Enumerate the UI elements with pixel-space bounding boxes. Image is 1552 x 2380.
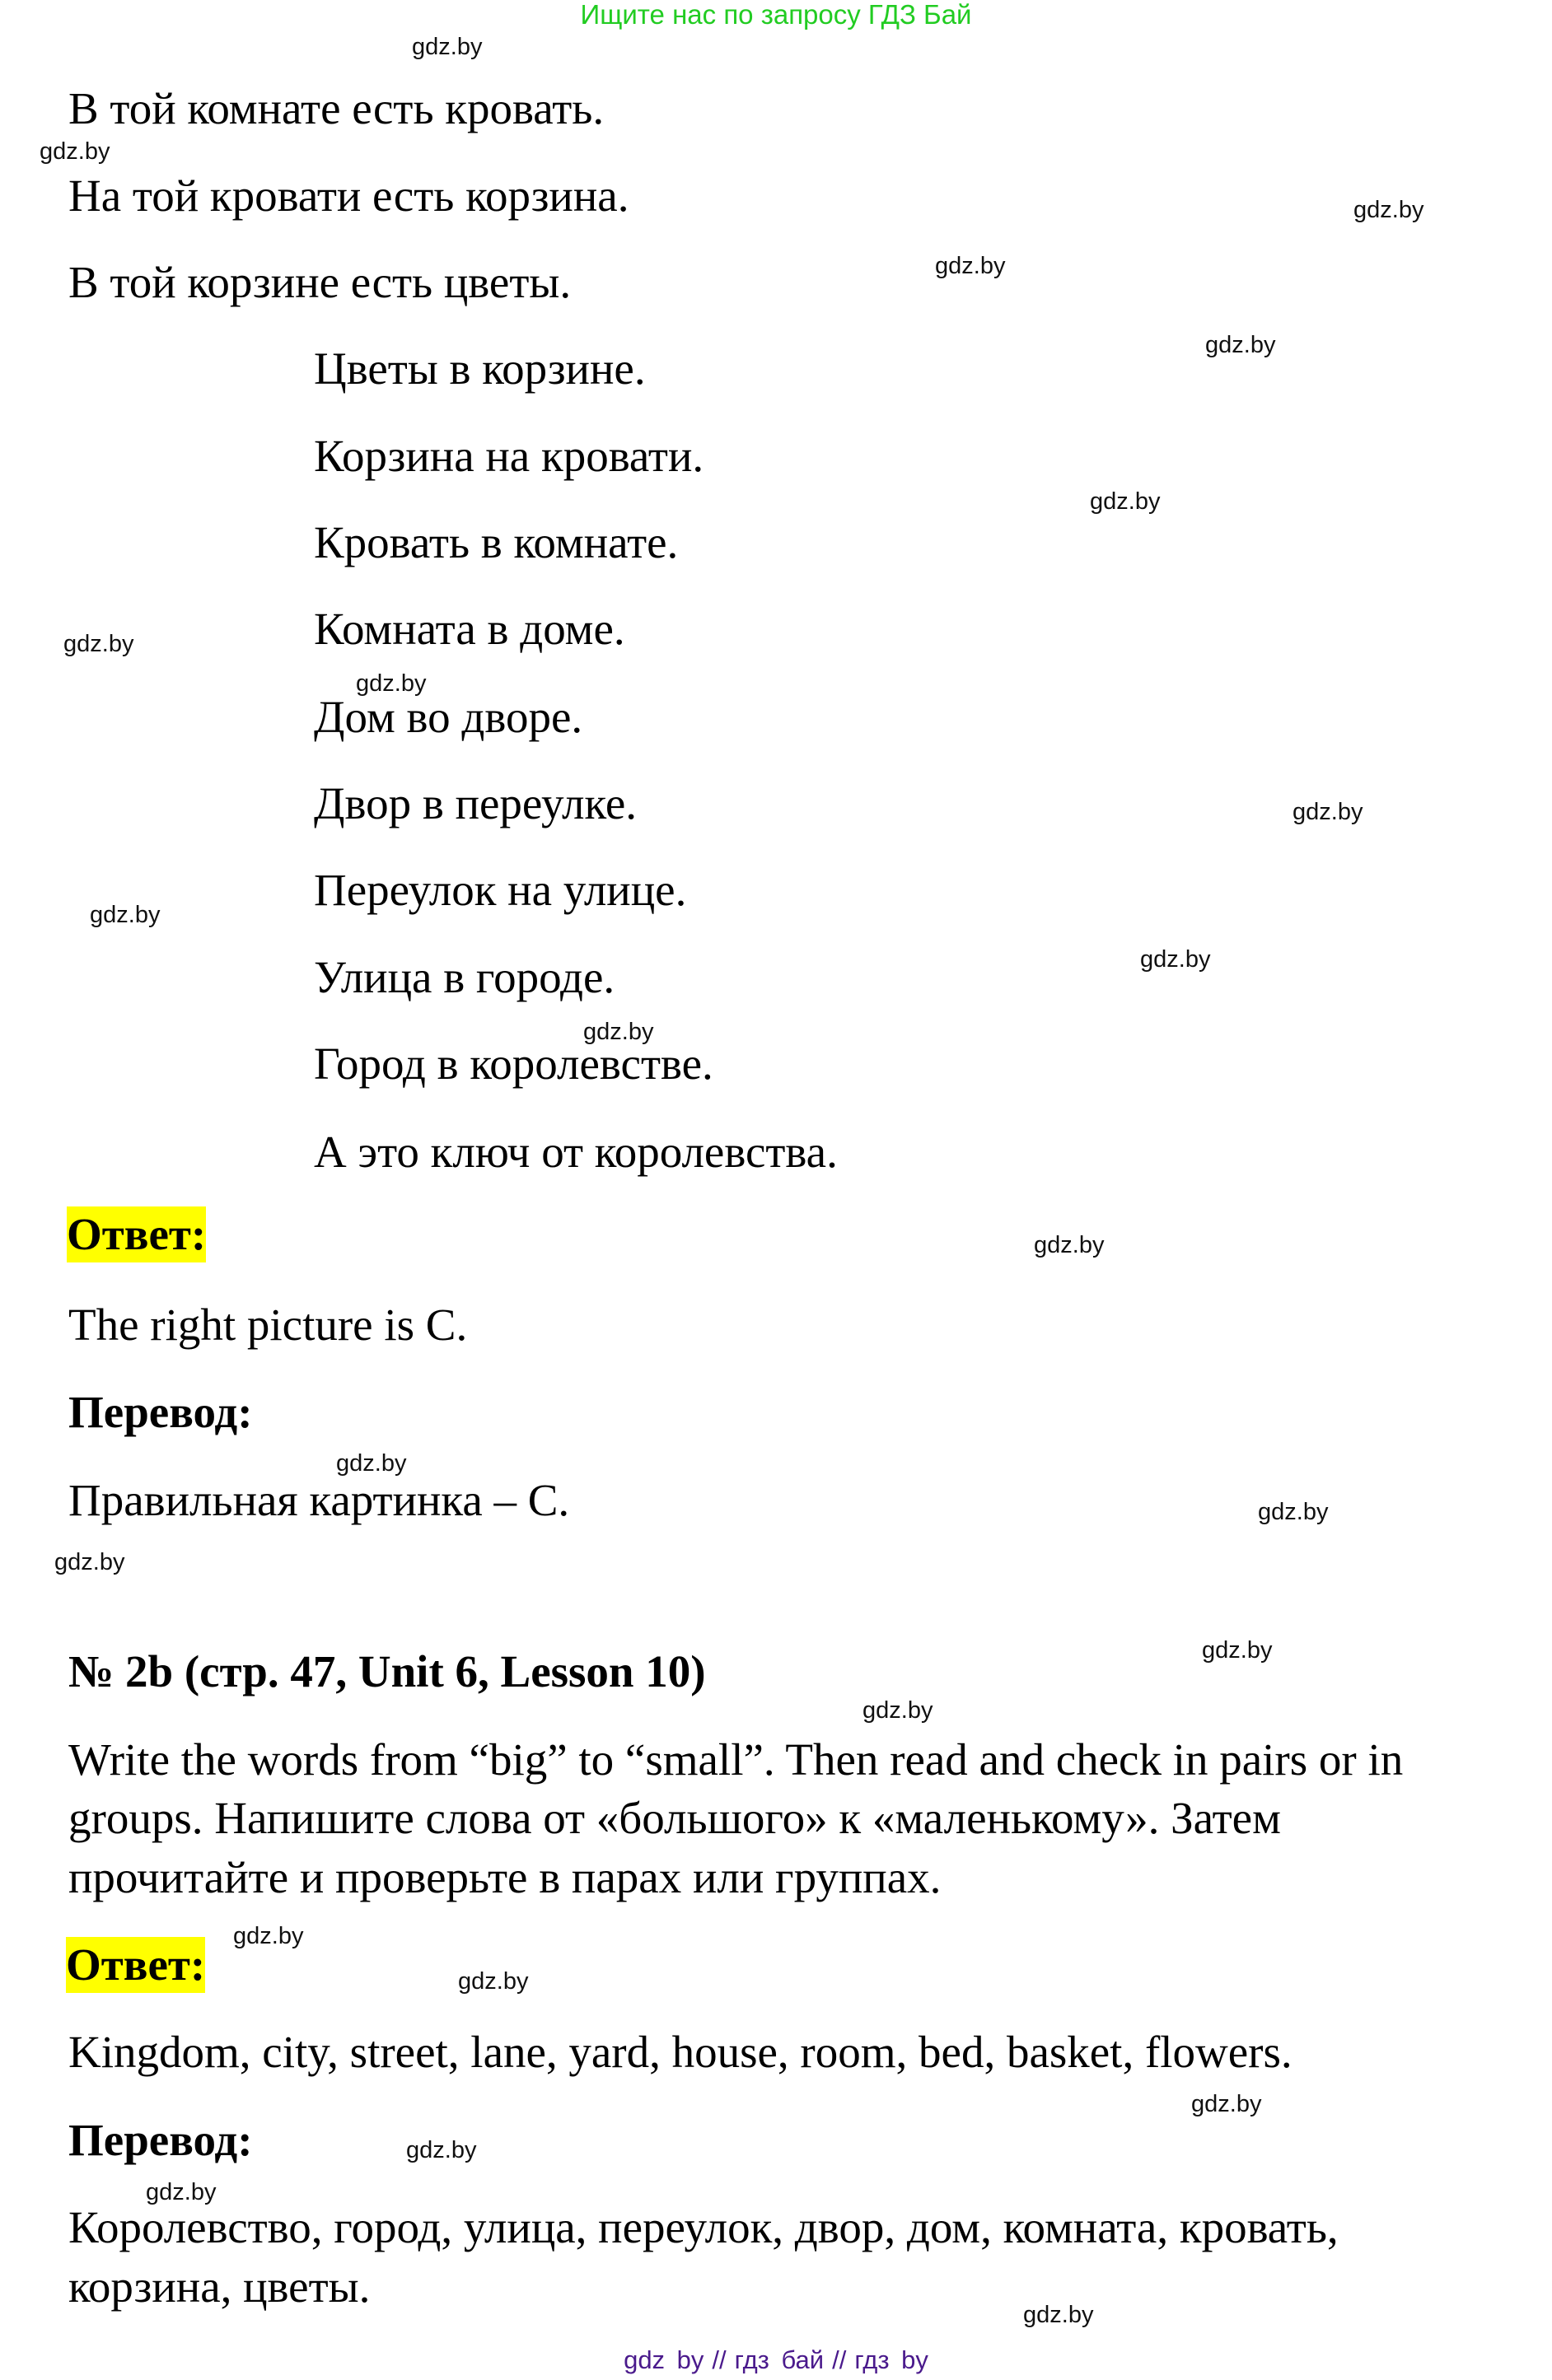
footer xyxy=(0,2344,1552,2377)
answer-label: Ответ: xyxy=(67,1206,206,1262)
watermark: gdz.by xyxy=(935,253,1006,279)
watermark: gdz.by xyxy=(63,631,134,657)
footer-link[interactable]: gdz by xyxy=(624,2345,704,2374)
footer-separator: // xyxy=(832,2345,847,2374)
task-line: Write the words from “big” to “small”. Then read and check in pairs or in xyxy=(68,1734,1404,1785)
watermark: gdz.by xyxy=(583,1019,654,1045)
translation-text: корзина, цветы. xyxy=(68,2261,371,2312)
poem-indented-line: Комната в доме. xyxy=(314,604,625,654)
watermark: gdz.by xyxy=(1140,946,1211,973)
watermark: gdz.by xyxy=(336,1450,407,1477)
poem-line: В той комнате есть кровать. xyxy=(68,83,605,133)
watermark: gdz.by xyxy=(1023,2302,1094,2328)
translation-text: Королевство, город, улица, переулок, двор, дом, комната, кровать, xyxy=(68,2202,1339,2252)
answer-heading xyxy=(67,1206,206,1262)
watermark: gdz.by xyxy=(1034,1232,1105,1258)
translation-label: Перевод: xyxy=(68,1387,253,1437)
poem-indented-line: А это ключ от королевства. xyxy=(314,1127,838,1177)
watermark: gdz.by xyxy=(1191,2091,1262,2117)
watermark: gdz.by xyxy=(40,138,110,165)
watermark: gdz.by xyxy=(146,2179,217,2205)
poem-indented-line: Цветы в корзине. xyxy=(314,343,646,394)
translation-text: Правильная картинка – С. xyxy=(68,1475,570,1525)
watermark: gdz.by xyxy=(1205,332,1276,358)
watermark: gdz.by xyxy=(412,34,483,60)
task-line: прочитайте и проверьте в парах или группах. xyxy=(68,1852,942,1902)
watermark: gdz.by xyxy=(233,1923,304,1949)
poem-indented-line: Город в королевстве. xyxy=(314,1038,713,1089)
footer-link[interactable]: гдз by xyxy=(854,2345,928,2374)
footer-separator: // xyxy=(712,2345,727,2374)
watermark: gdz.by xyxy=(90,902,161,928)
watermark: gdz.by xyxy=(54,1549,125,1575)
translation-label: Перевод: xyxy=(68,2115,253,2165)
poem-indented-line: Переулок на улице. xyxy=(314,865,687,915)
watermark: gdz.by xyxy=(1202,1637,1273,1664)
watermark: gdz.by xyxy=(862,1697,933,1724)
poem-line: На той кровати есть корзина. xyxy=(68,170,629,221)
watermark: gdz.by xyxy=(356,670,427,697)
search-hint-banner: Ищите нас по запросу ГДЗ Бай xyxy=(580,0,972,30)
poem-indented-line: Двор в переулке. xyxy=(314,778,638,828)
watermark: gdz.by xyxy=(1293,799,1363,825)
watermark: gdz.by xyxy=(1353,197,1424,223)
watermark: gdz.by xyxy=(1090,488,1161,515)
answer-text: The right picture is C. xyxy=(68,1300,468,1350)
answer-heading xyxy=(66,1937,205,1993)
watermark: gdz.by xyxy=(1258,1499,1329,1525)
watermark: gdz.by xyxy=(458,1968,529,1995)
footer-link[interactable]: гдз бай xyxy=(734,2345,825,2374)
poem-indented-line: Корзина на кровати. xyxy=(314,431,704,481)
poem-indented-line: Кровать в комнате. xyxy=(314,517,679,567)
poem-indented-line: Дом во дворе. xyxy=(314,692,583,742)
poem-line: В той корзине есть цветы. xyxy=(68,257,572,307)
exercise-title: № 2b (стр. 47, Unit 6, Lesson 10) xyxy=(68,1646,706,1696)
answer-text: Kingdom, city, street, lane, yard, house, room, bed, basket, flowers. xyxy=(68,2027,1293,2077)
task-line: groups. Напишите слова от «большого» к «маленькому». Затем xyxy=(68,1793,1281,1843)
watermark: gdz.by xyxy=(406,2137,477,2163)
poem-indented-line: Улица в городе. xyxy=(314,952,615,1002)
answer-label: Ответ: xyxy=(66,1937,205,1993)
